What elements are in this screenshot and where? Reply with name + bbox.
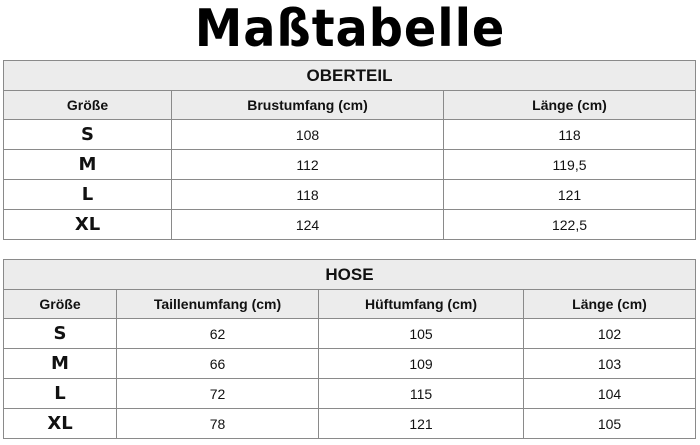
size-cell: M (4, 349, 117, 379)
value-cell: 62 (117, 319, 319, 349)
value-cell: 119,5 (444, 150, 696, 180)
hose-table (3, 259, 696, 439)
table-row (4, 409, 696, 439)
value-cell: 118 (172, 180, 444, 210)
value-cell: 121 (444, 180, 696, 210)
oberteil-caption: OBERTEIL (4, 61, 696, 91)
value-cell: 66 (117, 349, 319, 379)
table-row (4, 120, 696, 150)
page-title: Maßtabelle (194, 0, 506, 59)
value-cell: 72 (117, 379, 319, 409)
value-cell: 105 (524, 409, 696, 439)
hose-caption: HOSE (4, 260, 696, 290)
table-row (4, 180, 696, 210)
size-cell: L (4, 379, 117, 409)
column-header-length: Länge (cm) (444, 91, 696, 120)
column-header-hip: Hüftumfang (cm) (319, 290, 524, 319)
size-cell: XL (4, 210, 172, 240)
table-row (4, 150, 696, 180)
value-cell: 124 (172, 210, 444, 240)
table-row (4, 349, 696, 379)
value-cell: 115 (319, 379, 524, 409)
size-cell: S (4, 120, 172, 150)
value-cell: 121 (319, 409, 524, 439)
table-row (4, 210, 696, 240)
column-header-chest: Brustumfang (cm) (172, 91, 444, 120)
value-cell: 122,5 (444, 210, 696, 240)
column-header-size: Größe (4, 91, 172, 120)
value-cell: 102 (524, 319, 696, 349)
size-cell: M (4, 150, 172, 180)
table-row (4, 379, 696, 409)
size-cell: S (4, 319, 117, 349)
value-cell: 103 (524, 349, 696, 379)
value-cell: 105 (319, 319, 524, 349)
size-cell: L (4, 180, 172, 210)
table-row (4, 319, 696, 349)
column-header-length: Länge (cm) (524, 290, 696, 319)
value-cell: 108 (172, 120, 444, 150)
value-cell: 104 (524, 379, 696, 409)
size-cell: XL (4, 409, 117, 439)
value-cell: 112 (172, 150, 444, 180)
value-cell: 118 (444, 120, 696, 150)
value-cell: 109 (319, 349, 524, 379)
column-header-waist: Taillenumfang (cm) (117, 290, 319, 319)
column-header-size: Größe (4, 290, 117, 319)
oberteil-table (3, 60, 696, 240)
value-cell: 78 (117, 409, 319, 439)
